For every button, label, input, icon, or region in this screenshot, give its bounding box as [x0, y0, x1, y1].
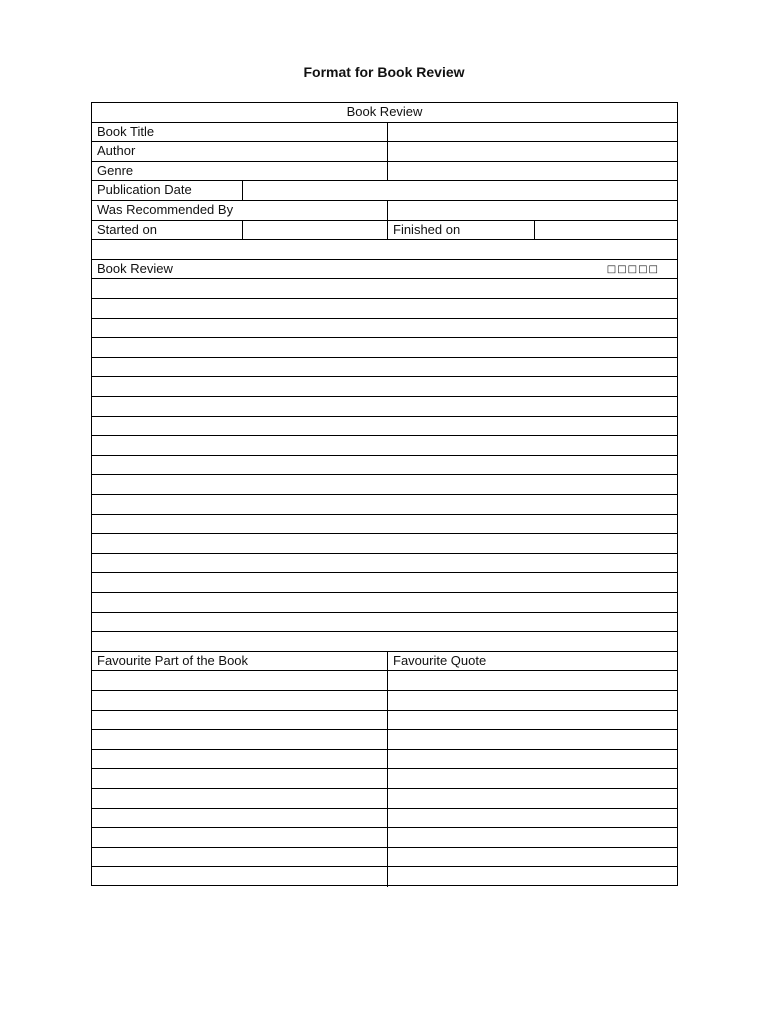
- favourite-quote-label: [387, 652, 677, 671]
- form-row: [92, 848, 677, 868]
- favourite-quote-line[interactable]: [387, 848, 677, 867]
- review-line[interactable]: [92, 495, 677, 514]
- form-row: [92, 103, 677, 123]
- form-row: [92, 691, 677, 711]
- favourite-part-line[interactable]: [92, 730, 387, 749]
- favourite-part-line[interactable]: [92, 809, 387, 828]
- finished-on-label-text: Finished on: [393, 221, 461, 237]
- form-row: [92, 240, 677, 260]
- review-line[interactable]: [92, 338, 677, 357]
- page-title: Format for Book Review: [303, 64, 465, 80]
- favourite-quote-line[interactable]: [387, 809, 677, 828]
- form-row: [92, 613, 677, 633]
- review-line[interactable]: [92, 319, 677, 338]
- form-row: [92, 671, 677, 691]
- book-review-label: [92, 260, 677, 279]
- book-title-field[interactable]: [387, 123, 677, 142]
- review-line[interactable]: [92, 377, 677, 396]
- form-row: [92, 123, 677, 143]
- form-row: [92, 828, 677, 848]
- favourite-quote-line[interactable]: [387, 671, 677, 690]
- author-field[interactable]: [387, 142, 677, 161]
- form-row: [92, 711, 677, 731]
- favourite-quote-line[interactable]: [387, 789, 677, 808]
- form-row: [92, 436, 677, 456]
- favourite-quote-line[interactable]: [387, 867, 677, 887]
- review-line[interactable]: [92, 279, 677, 298]
- form-row: [92, 593, 677, 613]
- started-on-label-text: Started on: [97, 221, 157, 237]
- form-row: [92, 809, 677, 829]
- form-row: [92, 632, 677, 652]
- publication-date-label-text: Publication Date: [97, 182, 192, 198]
- book-review-form: [91, 102, 678, 886]
- recommended-by-label: [92, 201, 387, 220]
- favourite-quote-line[interactable]: [387, 730, 677, 749]
- finished-on-field[interactable]: [534, 221, 677, 240]
- review-line[interactable]: [92, 593, 677, 612]
- recommended-by-field[interactable]: [387, 201, 677, 220]
- form-row: [92, 867, 677, 887]
- favourite-part-label-text: Favourite Part of the Book: [97, 652, 249, 668]
- book-title-label: [92, 123, 387, 142]
- review-line[interactable]: [92, 417, 677, 436]
- favourite-part-line[interactable]: [92, 828, 387, 847]
- favourite-quote-line[interactable]: [387, 711, 677, 730]
- form-row: [92, 730, 677, 750]
- review-line[interactable]: [92, 299, 677, 318]
- form-row: [92, 456, 677, 476]
- form-header: [92, 103, 677, 122]
- favourite-part-line[interactable]: [92, 671, 387, 690]
- finished-on-label: [387, 221, 534, 240]
- favourite-quote-line[interactable]: [387, 769, 677, 788]
- favourite-quote-line[interactable]: [387, 750, 677, 769]
- favourite-part-line[interactable]: [92, 711, 387, 730]
- favourite-part-line[interactable]: [92, 848, 387, 867]
- book-review-label-text: Book Review: [97, 260, 173, 276]
- review-line[interactable]: [92, 613, 677, 632]
- form-row: [92, 789, 677, 809]
- favourite-part-line[interactable]: [92, 789, 387, 808]
- form-row: [92, 260, 677, 280]
- form-row: [92, 279, 677, 299]
- review-line[interactable]: [92, 456, 677, 475]
- form-row: [92, 377, 677, 397]
- form-row: [92, 299, 677, 319]
- review-line[interactable]: [92, 515, 677, 534]
- form-row: [92, 181, 677, 201]
- form-row: [92, 162, 677, 182]
- form-row: [92, 750, 677, 770]
- favourite-part-label: [92, 652, 387, 671]
- form-row: [92, 495, 677, 515]
- recommended-by-label-text: Was Recommended By: [97, 202, 234, 217]
- review-line[interactable]: [92, 397, 677, 416]
- form-row: [92, 554, 677, 574]
- form-row: [92, 769, 677, 789]
- genre-field[interactable]: [387, 162, 677, 181]
- form-row: [92, 319, 677, 339]
- publication-date-label: [92, 181, 242, 200]
- genre-label-text: Genre: [97, 162, 134, 178]
- form-header-text: Book Review: [346, 104, 423, 119]
- form-row: [92, 221, 677, 241]
- favourite-part-line[interactable]: [92, 867, 387, 887]
- rating-boxes-icon[interactable]: □□□□□: [606, 263, 659, 275]
- review-line[interactable]: [92, 436, 677, 455]
- review-line[interactable]: [92, 475, 677, 494]
- started-on-field[interactable]: [242, 221, 387, 240]
- review-line[interactable]: [92, 573, 677, 592]
- form-row: [92, 515, 677, 535]
- review-line[interactable]: [92, 358, 677, 377]
- favourite-quote-line[interactable]: [387, 691, 677, 710]
- favourite-quote-label-text: Favourite Quote: [393, 652, 487, 668]
- form-row: [92, 358, 677, 378]
- form-row: [92, 338, 677, 358]
- favourite-part-line[interactable]: [92, 769, 387, 788]
- favourite-quote-line[interactable]: [387, 828, 677, 847]
- started-on-label: [92, 221, 242, 240]
- publication-date-field[interactable]: [242, 181, 677, 200]
- form-row: [92, 397, 677, 417]
- form-row: [92, 142, 677, 162]
- review-line[interactable]: [92, 554, 677, 573]
- form-row: [92, 573, 677, 593]
- form-row: [92, 534, 677, 554]
- review-line[interactable]: [92, 534, 677, 553]
- form-row: [92, 652, 677, 672]
- author-label-text: Author: [97, 143, 136, 159]
- author-label: [92, 142, 387, 161]
- spacer-row: [92, 240, 677, 259]
- review-line[interactable]: [92, 632, 677, 651]
- book-title-label-text: Book Title: [97, 123, 155, 139]
- form-row: [92, 417, 677, 437]
- form-row: [92, 475, 677, 495]
- form-row: [92, 201, 677, 221]
- favourite-part-line[interactable]: [92, 750, 387, 769]
- favourite-part-line[interactable]: [92, 691, 387, 710]
- genre-label: [92, 162, 387, 181]
